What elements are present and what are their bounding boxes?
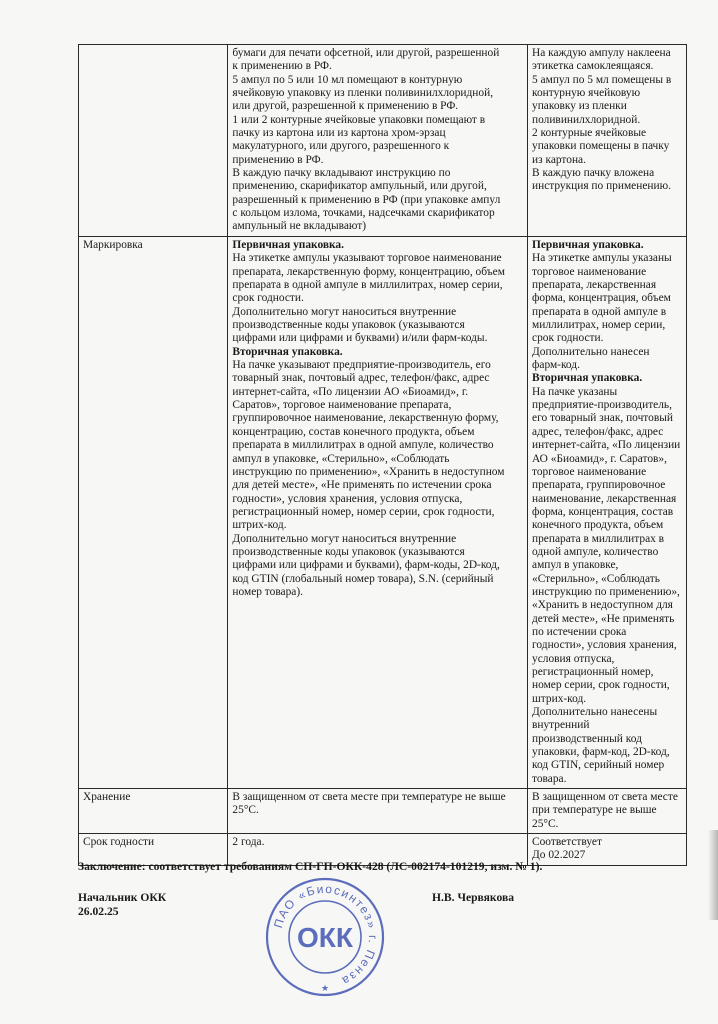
table-row-packaging — [79, 45, 687, 237]
marking-result-line: годности», условия хранения, — [532, 639, 677, 652]
marking-result-line: конечного продукта, объем — [532, 519, 664, 532]
packaging-requirement-line: В каждую пачку вкладывают инструкцию по — [232, 167, 451, 180]
marking-result-line: детей месте», «Не применять — [532, 612, 675, 625]
marking-result-line: упаковки, фарм-код, 2D-код, — [532, 746, 670, 759]
marking-requirement-line: производственные коды упаковок (указываются — [232, 545, 465, 558]
packaging-requirement-line: применению в РФ. — [232, 153, 324, 166]
packaging-result-line: контурную ячейковую — [532, 87, 641, 100]
marking-result-line: штрих-код. — [532, 692, 587, 705]
marking-result-line: На этикетке ампулы указаны — [532, 252, 672, 265]
marking-requirement-line: ампул в упаковке, «Стерильно», «Соблюдать — [232, 452, 450, 465]
packaging-requirement-line: ячейковую упаковку из пленки поливинилхлоридной, — [232, 87, 494, 100]
packaging-label-cell — [79, 45, 228, 237]
marking-requirement-line: На пачке указывают предприятие-производитель, его — [232, 359, 491, 372]
marking-result-line: Дополнительно нанесены — [532, 706, 658, 719]
marking-result-line: интернет-сайта, «По лицензии — [532, 439, 681, 452]
packaging-result-line: инструкция по применению. — [532, 180, 671, 193]
signer-title: Начальник ОКК — [78, 891, 167, 904]
marking-requirement-line: номер товара). — [232, 585, 304, 598]
marking-requirement-line: препарата в миллилитрах в одной ампуле, количество — [232, 439, 494, 452]
marking-requirement-line: концентрацию, состав конечного продукта, объем — [232, 425, 475, 438]
marking-result-cell — [528, 237, 687, 789]
packaging-result-line: из картона. — [532, 153, 586, 166]
marking-requirement-line: годности», условия хранения, условия отпуска, — [232, 492, 463, 505]
packaging-requirement-line: бумаги для печати офсетной, или другой, разрешенной — [232, 47, 500, 59]
shelf-life-result-cell — [528, 834, 687, 866]
signature-date: 26.02.25 — [78, 905, 119, 918]
packaging-requirement-line: 1 или 2 контурные ячейковые упаковки помещают в — [232, 113, 486, 126]
marking-requirement-line: Вторичная упаковка. — [232, 345, 343, 358]
packaging-requirement-line: к применению в РФ. — [232, 60, 332, 73]
marking-result-line: инструкцию по применению», — [532, 585, 680, 598]
marking-requirement-cell — [228, 237, 528, 789]
marking-result-line: миллилитрах, номер серии, — [532, 319, 666, 332]
packaging-result-line: упаковки помещены в пачку — [532, 140, 670, 153]
packaging-requirement-cell — [228, 45, 528, 237]
packaging-result-line: 2 контурные ячейковые — [532, 127, 647, 140]
marking-requirement-line: товарный знак, почтовый адрес, телефон/факс, адрес — [232, 372, 490, 385]
marking-result-line: АО «Биоамид», г. Саратов», — [532, 452, 667, 465]
marking-result-line: На пачке указаны — [532, 385, 618, 398]
shelf-life-result-line: Соответствует — [532, 836, 602, 849]
packaging-result-line: На каждую ампулу наклеена — [532, 47, 671, 59]
storage-result-line: 25°С. — [532, 817, 559, 830]
marking-result-line: препарата в миллилитрах в — [532, 532, 665, 545]
marking-requirement-line: штрих-код. — [232, 519, 287, 532]
packaging-result-line: В каждую пачку вложена — [532, 167, 655, 180]
marking-requirement-line: цифрами или цифрами и буквами) и/или фарм-коды. — [232, 332, 488, 345]
shelf-life-requirement-line: 2 года. — [232, 836, 265, 849]
packaging-requirement-line: или другой, разрешенной к применению в РФ. — [232, 100, 459, 113]
packaging-requirement-line: макулатурного, или другого, разрешенного к — [232, 140, 450, 153]
marking-requirement-line: На этикетке ампулы указывают торговое наименование — [232, 252, 502, 265]
packaging-result-cell — [528, 45, 687, 237]
marking-label: Маркировка — [83, 239, 143, 251]
marking-requirement-line: инструкцию по применению», «Хранить в недоступном — [232, 465, 505, 478]
marking-result-line: Вторичная упаковка. — [532, 372, 643, 385]
marking-requirement-line: интернет-сайта, «По лицензии АО «Биоамид», г. — [232, 385, 469, 398]
packaging-result-line: поливинилхлоридной. — [532, 113, 641, 126]
storage-label: Хранение — [83, 791, 131, 804]
packaging-requirement-line: пачку из картона или из картона хром-эрзац — [232, 127, 446, 140]
marking-result-line: его товарный знак, почтовый — [532, 412, 673, 425]
marking-result-line: торговое наименование — [532, 265, 647, 278]
storage-requirement-line: В защищенном от света месте при температуре не выше — [232, 791, 506, 804]
packaging-requirement-line: разрешенный к применению в РФ (при упаковке ампул — [232, 193, 501, 206]
marking-requirement-line: для детей месте», «Не применять по истечении срока — [232, 479, 492, 492]
marking-result-line: препарата в одной ампуле в — [532, 305, 667, 318]
scan-edge-shadow — [708, 830, 718, 920]
marking-result-line: одной ампуле, количество — [532, 545, 659, 558]
marking-requirement-line: срок годности. — [232, 292, 304, 305]
marking-label-cell — [79, 237, 228, 789]
marking-result-line: препарата, группировочное — [532, 479, 666, 492]
marking-result-line: «Хранить в недоступном для — [532, 599, 673, 612]
marking-result-line: форма, концентрация, состав — [532, 505, 674, 518]
marking-requirement-line: Саратов», торговое наименование препарата, — [232, 399, 452, 412]
marking-requirement-line: код GTIN (глобальный номер товара), S.N. (серийный — [232, 572, 494, 585]
marking-result-line: ампул в упаковке, — [532, 559, 619, 572]
marking-result-line: срок годности. — [532, 332, 604, 345]
marking-result-line: Первичная упаковка. — [532, 239, 644, 251]
table-row-storage — [79, 789, 687, 834]
marking-requirement-line: цифрами или цифрами и буквами), фарм-коды, 2D-код, — [232, 559, 500, 572]
marking-result-line: Дополнительно нанесен — [532, 345, 650, 358]
marking-result-line: условия отпуска, — [532, 652, 615, 665]
packaging-result-line: 5 ампул по 5 мл помещены в — [532, 73, 672, 86]
packaging-requirement-line: применению, скарификатор ампульный, или другой, — [232, 180, 487, 193]
marking-result-line: фарм-код. — [532, 359, 580, 372]
marking-result-line: по истечении срока — [532, 625, 627, 638]
svg-text:ПАО «Биосинтез» г. Пенза: ПАО «Биосинтез» г. Пенза — [270, 881, 381, 989]
packaging-requirement-line: ампульный не вкладывают) — [232, 220, 367, 233]
marking-requirement-line: Дополнительно могут наноситься внутренние — [232, 305, 457, 318]
shelf-life-result-line: До 02.2027 — [532, 849, 586, 862]
marking-result-line: адрес, телефон/факс, адрес — [532, 425, 664, 438]
marking-result-line: внутренний — [532, 719, 590, 732]
storage-result-cell — [528, 789, 687, 834]
storage-requirement-line: 25°С. — [232, 804, 259, 817]
stamp-seal-icon — [263, 875, 387, 999]
marking-requirement-line: препарата в одной ампуле в миллилитрах, номер серии, — [232, 279, 503, 292]
packaging-requirement-line: 5 ампул по 5 или 10 мл помещают в контурную — [232, 73, 463, 86]
storage-requirement-cell — [228, 789, 528, 834]
marking-result-line: «Стерильно», «Соблюдать — [532, 572, 660, 585]
packaging-result-line: упаковку из пленки — [532, 100, 627, 113]
marking-result-line: товара. — [532, 772, 567, 785]
marking-result-line: регистрационный номер, — [532, 666, 654, 678]
storage-result-line: В защищенном от света месте — [532, 791, 678, 804]
marking-result-line: номер серии, срок годности, — [532, 679, 670, 692]
svg-text:ОКК: ОКК — [297, 922, 353, 953]
okk-stamp — [263, 875, 387, 999]
marking-result-line: препарата, лекарственная — [532, 279, 657, 292]
packaging-result-line: этикетка самоклеящаяся. — [532, 60, 654, 73]
storage-result-line: при температуре не выше — [532, 804, 657, 817]
svg-text:★: ★ — [320, 984, 330, 994]
marking-requirement-line: регистрационный номер, номер серии, срок годности, — [232, 505, 495, 518]
marking-result-line: предприятие-производитель, — [532, 399, 672, 412]
packaging-requirement-line: с кольцом излома, точками, надсечками скарификатор — [232, 207, 495, 220]
marking-requirement-line: производственные коды упаковок (указываются — [232, 319, 465, 332]
marking-requirement-line: Дополнительно могут наноситься внутренние — [232, 532, 457, 545]
signer-name: Н.В. Червякова — [432, 891, 515, 904]
marking-requirement-line: группировочное наименование, лекарственную форму, — [232, 412, 499, 425]
marking-result-line: торговое наименование — [532, 465, 647, 478]
shelf-life-label: Срок годности — [83, 836, 155, 849]
table-row-marking — [79, 237, 687, 789]
storage-label-cell — [79, 789, 228, 834]
marking-requirement-line: Первичная упаковка. — [232, 239, 344, 251]
specification-table — [78, 44, 687, 866]
marking-requirement-line: препарата, лекарственную форму, концентрацию, объем — [232, 265, 505, 278]
marking-result-line: наименование, лекарственная — [532, 492, 677, 505]
marking-result-line: форма, концентрация, объем — [532, 292, 671, 305]
conclusion-text: Заключение: соответствует требованиям СП-ГП-ОКК-428 (ЛС-002174-101219, изм. № 1). — [78, 860, 543, 873]
marking-result-line: код GTIN, серийный номер — [532, 759, 665, 772]
marking-result-line: производственный код — [532, 732, 642, 745]
